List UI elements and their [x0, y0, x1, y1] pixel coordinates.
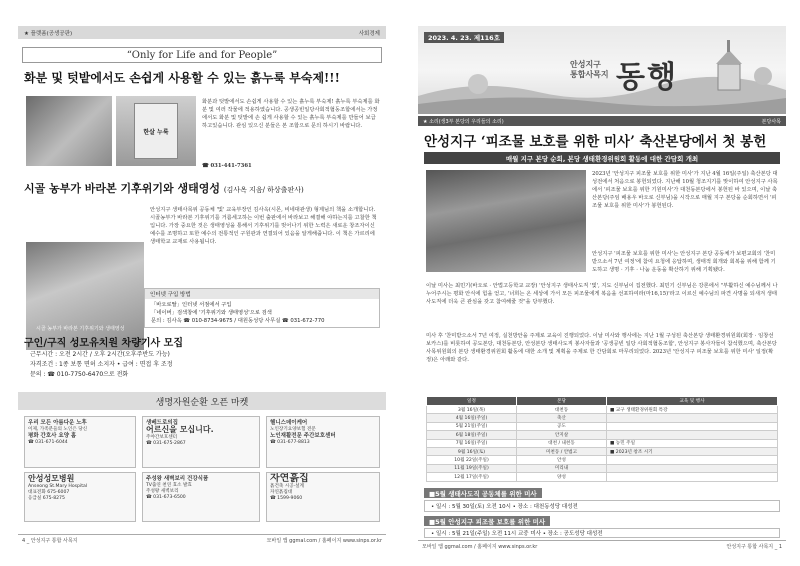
table-row: [427, 414, 778, 422]
ad-phone: ☎ 031-677-8813: [270, 440, 310, 445]
ad-title: 주성왕 새벽보리 건강식품: [146, 476, 209, 482]
notice-body: • 일시 : 5월 21일(주일) 오전 11시 교중 미사 • 장소 : 공도성당 대성전: [424, 528, 780, 538]
cell-parish: 안성: [517, 456, 607, 464]
ad-earth-house: [266, 472, 380, 522]
ad-name: 자연흙집대: [270, 490, 293, 495]
notice-body: • 일시 : 5월 30일(토) 오전 10시 • 장소 : 대천동성당 대성전: [424, 500, 780, 512]
table-header-row: [427, 397, 778, 406]
ad-subtitle: TV출연 천연 효소 발효: [146, 483, 192, 488]
contact-phone: ☎ 031-441-7361: [202, 163, 252, 169]
book-title-text: 시골 농부가 바라본 기후위기와 생태영성: [24, 182, 220, 195]
article-para-1: 2023년 '안성지구 피조물 보호를 위한 미사'가 지난 4월 16일(주일) 축산본당 대성전에서 처음으로 봉헌되었다. 지난해 10월 청조지기를 맞이하여 안성지구 사목에서 '피조물 보호를 위한 기원미사'가 대천동본당에서 봉헌된 바 있으며, 이날 축산본당(주임 배용우 바오로 신부님)을 시작으로 매월 지구 본당을 순회하면서 '피조물 보호를 위한 미사'가 봉헌된다.: [592, 171, 778, 209]
section-category: 사회경제: [358, 30, 380, 37]
cell-event: ■ 농민 주일: [607, 439, 778, 447]
mass-photo: [426, 170, 586, 272]
product-bag: 한살 누룩: [134, 103, 178, 159]
pub-name-line2: 통합사목지: [570, 70, 609, 79]
purchase-item: 「바오로딸」인터넷 서점에서 구입: [151, 302, 232, 308]
ad-subtitle: 흙건축 시공·설계: [270, 484, 304, 489]
cell-date: 6월 18일(주일): [427, 431, 517, 439]
publication-name: [570, 60, 609, 80]
ad-name: 주성왕 새벽보리: [146, 489, 179, 494]
ad-hospital: [24, 472, 136, 522]
purchase-item: 문의 : 김사옥 ☎ 010-8734-9675 / 대원동성당 사무실 ☎ 031-672-770: [151, 318, 325, 324]
purchase-info-box: [144, 288, 380, 328]
article-title: 화분 및 텃밭에서도 손쉽게 사용할 수 있는 흙누룩 부숙제!!!: [24, 71, 340, 85]
footer-page: 4 _ 안성지구 통합 사목지: [22, 538, 78, 544]
article-para-3: 이날 미사는 최민기(바오로 · 안법고등학교 교장) '안성지구 생태사도직 '빛', 지도 신부님이 집전했다. 최민기 신부님은 강론에서 "부활하신 예수님께서 나누어주시는 평화 안식에 힘을 얻고, '너희는 온 세상에 가서 모든 피조물에게 복음을 선포하여라(마16,15)'라고 이르신 예수님의 파견 사명을 되새겨 생태사도직에 더욱 큰 관심을 갖고 참여해줄 것"을 당부했다.: [426, 283, 778, 305]
cell-event: [607, 473, 778, 481]
cell-event: ■ 교구 생태환경위원회 특강: [607, 406, 778, 414]
article-body: 화분과 텃밭에서도 손쉽게 사용할 수 있는 흙누룩 부숙제! 흙누룩 부숙제를 화분 및 여러 작물에 적용하였습니다. 공생공빈일당사회적협동조합에서는 가정에서도 화분 및 텃밭에 손 쉽게 사용할 수 있는 흙누룩 부숙제를 만들어 보급하고있습니다. 관심 있으신 분들은 본 조합으로 문의 하시기 바랍니다.: [202, 99, 380, 129]
gardening-photo: [26, 96, 112, 166]
purchase-info-heading: 인터넷 구입 방법: [145, 289, 379, 299]
purchase-item: 「네이버」검색창에 '기후위기와 생태영성'으로 검색: [151, 310, 272, 316]
book-article-title: [24, 180, 304, 196]
cell-parish: 양성: [517, 473, 607, 481]
cell-event: [607, 414, 778, 422]
article-para-4: 미사 후 '찬미받으소서 7년 여정, 실천방안을 주제로 교육이 진행되었다. 이날 미사와 행사에는 지난 1월 구성된 축산본당 생태환경위원회(회장 · 임창선 보카스)를 비롯하여 공도본당, 대천동본당, 안성본당 생태사도직 봉사자들과 '공생공빈 일당 사회적협동조합', 안성지구 봉사자들이 참석했으며, 축산본당 사목위원회의 본당 생태환경위원회 활동에 대한 소개 및 계획을 주제로 한 간담회로 마무리되었다. 2023년 '안성지구 피조물 보호를 위한 미사' 일정(확정)은 아래와 같다.: [426, 333, 777, 363]
job-list: [30, 350, 173, 380]
ad-nursing-home: [24, 416, 136, 468]
notice-heading: ■5월 안성지구 피조물 보호를 위한 미사: [424, 516, 550, 526]
left-page: [18, 26, 386, 546]
col-parish: 본당: [517, 397, 607, 406]
subheadline: 매월 지구 본당 순회, 본당 생태환경위원회 활동에 대한 간담회 개최: [424, 152, 780, 164]
table-row: [427, 406, 778, 414]
page-footer: [418, 540, 786, 552]
section-label: ★ 소리(생3부 본당의 우리들의 소리): [423, 118, 504, 125]
product-photo: [116, 96, 196, 166]
table-row: [427, 422, 778, 430]
ad-name: 주야간보호센터: [146, 435, 178, 440]
book-article-body: 안성지구 생태사목위 공동체 '빛' 교육부장인 김사옥(시몬, 비네대관생) 형제님의 책을 소개합니다. 시골농부가 바라본 기후위기를 거름세고하는 이번 출판에서 바라보고 해결해 야하는지를 고찰한 책입니다. 가장 중요한 것은 생태영성을 통해서 기후위기를 벗어나기 위한 노력은 새로운 창조자이신 예수를 조명하고 또한 예수의 전통적인 구원관과 연결되어 있음을 알게해줍니다. 이 책은 가르리에 생태학교 교재로 사용됩니다.: [150, 207, 377, 245]
publication-logo: 동행: [616, 60, 678, 95]
ad-title: 우리 모든 아름다운 노후: [28, 420, 87, 426]
ad-phone: ☎ 1599-9060: [270, 496, 303, 501]
cell-parish: 대천 / 내천동: [517, 439, 607, 447]
ad-phone: ☎ 031-673-6500: [146, 495, 186, 500]
cell-parish: 대천동: [517, 406, 607, 414]
masthead: [418, 26, 786, 114]
ad-name: 노인재활전문 주간보호센터: [270, 433, 336, 439]
page-header: [18, 26, 386, 39]
cell-parish: 미리내: [517, 464, 607, 472]
ad-phone: ☎ 031-675-2867: [146, 441, 186, 446]
job-item: 문의 : ☎ 010-7750-6470으로 전화: [30, 371, 129, 378]
ad-health-food: [142, 472, 260, 522]
ad-subtitle: 이제, 가족분들의 노인은 당신: [28, 427, 88, 432]
issue-date: 2023. 4. 23. 제116호: [424, 32, 504, 43]
table-row: [427, 439, 778, 447]
section-label: ★ 플랫폼(공생공판): [24, 30, 73, 37]
schedule-table: [426, 396, 778, 482]
cell-date: 7월 16일(주일): [427, 439, 517, 447]
job-item: 자격조건 : 1종 보통 면허 소지자 • 급여 : 면접 후 조정: [30, 361, 173, 368]
cell-date: 3월 16일(목): [427, 406, 517, 414]
ad-day-care: [266, 416, 380, 468]
cell-event: [607, 464, 778, 472]
page-footer: [18, 534, 386, 546]
ad-phone: ☎ 031-671-6044: [28, 440, 68, 445]
ad-title: 생베드로의집: [146, 420, 178, 426]
cell-date: 12월 17일(주일): [427, 473, 517, 481]
col-event: 교육 및 행사: [607, 397, 778, 406]
notice-heading: ■5월 생태사도직 공동체를 위한 미사: [424, 488, 542, 498]
ad-subtitle: Anseong St.Mary Hospital: [28, 484, 88, 489]
footer-url: 모바일 앱 ggmal.com / 홈페이지 www.sinps.or.kr: [266, 538, 382, 544]
table-row: [427, 473, 778, 481]
cell-date: 10월 22일(주일): [427, 456, 517, 464]
slogan-banner: “Only for Life and for People”: [22, 47, 382, 63]
ad-phone: 응급실 675-8275: [28, 496, 65, 501]
cell-date: 11월 19일(주일): [427, 464, 517, 472]
ad-subtitle: 어르신을 모십니다.: [146, 425, 214, 434]
ad-care-center: [142, 416, 260, 468]
cell-parish: 공도: [517, 422, 607, 430]
cell-date: 5월 21일(주일): [427, 422, 517, 430]
ad-name: 평화 간호사 요양 홈: [28, 433, 77, 439]
table-row: [427, 447, 778, 455]
job-title: 구인/구직 성모유치원 차량기사 모집: [24, 338, 183, 349]
footer-url: 모바일 앱 ggmal.com / 홈페이지 www.sinps.or.kr: [422, 544, 538, 550]
table-row: [427, 431, 778, 439]
purchase-list: [145, 299, 379, 327]
market-ad-strip: 생명자원순환 오픈 마켓: [18, 392, 386, 410]
ad-title: 자연흙집: [270, 473, 309, 484]
cell-event: [607, 422, 778, 430]
ad-name: 대표전화 675-6007: [28, 490, 70, 495]
cell-parish: 미천동 / 안법고: [517, 447, 607, 455]
cell-parish: 안지살: [517, 431, 607, 439]
cell-date: 4월 16일(주일): [427, 414, 517, 422]
section-category: 본당사목: [761, 118, 781, 125]
table-row: [427, 464, 778, 472]
ad-title: 안성성모병원: [28, 474, 75, 483]
book-cover-title: 시골 농부가 바라본 기후위기와 생태영성: [36, 326, 125, 332]
right-page: [418, 26, 786, 550]
book-author: (김사옥 지음/ 하상출판사): [223, 186, 304, 194]
footer-page: 안성지구 통합 사목지 _ 1: [726, 544, 782, 550]
headline: 안성지구 ‘피조물 보호를 위한 미사’ 축산본당에서 첫 봉헌: [424, 134, 767, 150]
section-bar: [418, 116, 786, 126]
ad-subtitle: 노인장기요양보험 전문: [270, 427, 316, 432]
col-date: 일정: [427, 397, 517, 406]
cell-event: [607, 456, 778, 464]
article-para-2: 안성지구 '피조물 보호를 위한 미사'는 안성지구 본당 공동체가 보편교회의 '찬미받으소서 7년 여정'에 참여 요청에 응답하며, 생태적 회개와 회복을 위해 함께 기도하고 생명 · 기후 · 나눔 운동을 확산하기 위해 기획됐다.: [592, 251, 776, 273]
cell-event: [607, 431, 778, 439]
cell-parish: 축산: [517, 414, 607, 422]
table-row: [427, 456, 778, 464]
cell-event: ■ 2023년 창조 시기: [607, 447, 778, 455]
pub-name-line1: 안성지구: [570, 60, 601, 69]
cell-date: 9월 16일(토): [427, 447, 517, 455]
job-item: 근무시간 : 오전 2시간 / 오후 2시간(오후주반도 가능): [30, 351, 170, 358]
ad-title: 헬니스데이케어: [270, 420, 308, 426]
